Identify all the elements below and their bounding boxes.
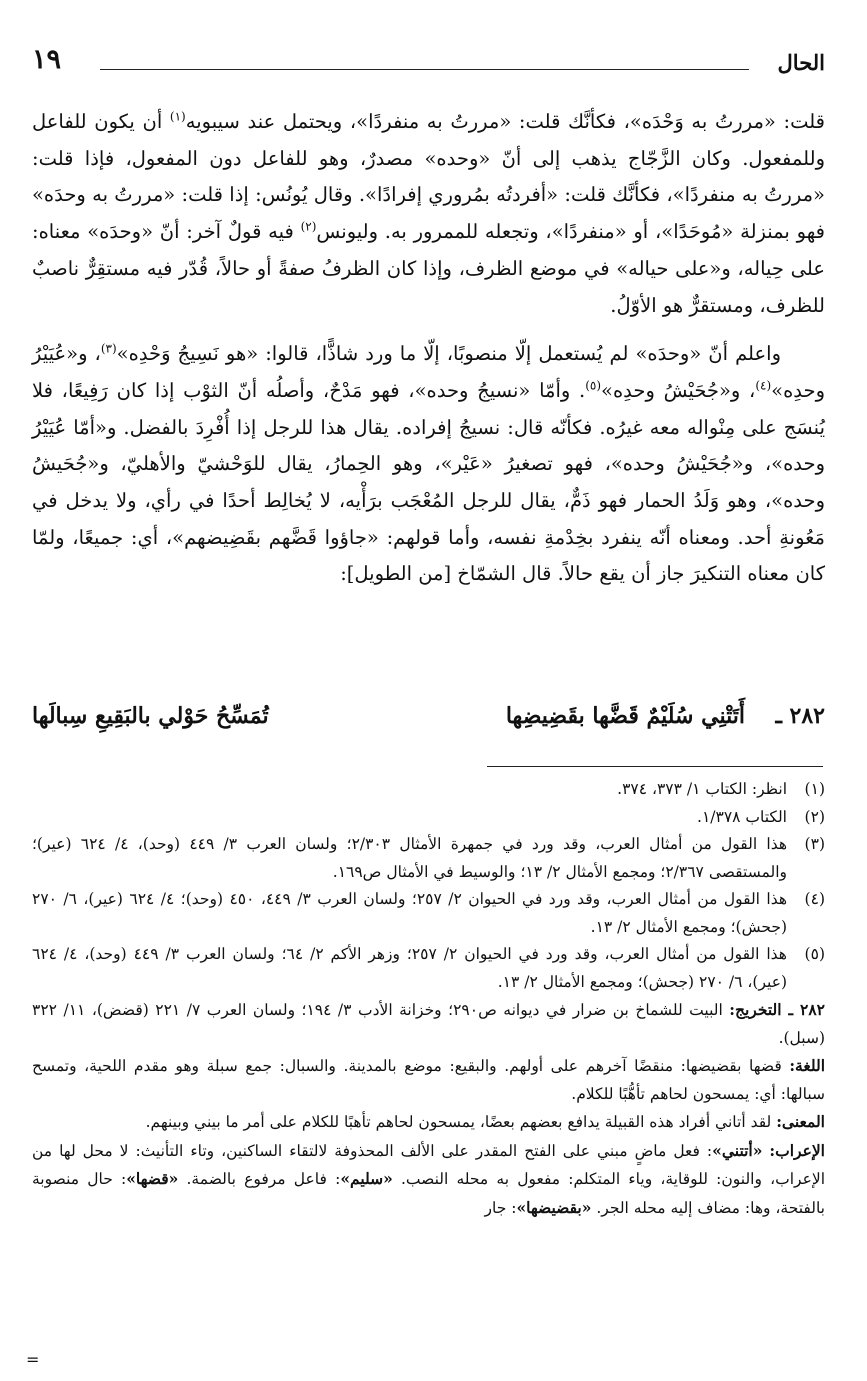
continuation-mark: = — [26, 1350, 40, 1369]
paragraph-2: واعلم أنّ «وحدَه» لم يُستعمل إلّا منصوبًا، إلّا ما ورد شاذًّا، قالوا: «هو نَسِيجُ وَحْدِه»$^{(٣)}$، و«عُيَيْرُ وحدِه»$^{(٤)}$، و«جُحَيْشُ وحدِه»$^{(٥)}$. وأمّا «نسيجُ وحده»، فهو مَدْحٌ، وأصلُه أنّ الثوْب إذا كان رَفِيعًا، فلا يُنسَج على مِنْواله معه غيرُه. فكأنّه قال: نسيجُ إفراده. يقال هذا للرجل إذا أُفْرِدَ بالفضل. و«أمّا عُيَيْرُ وحده»، و«جُحَيْشُ وحده»، فهو تصغيرُ «عَيْر»، وهو الحِمارُ، يقال للوَحْشيّ والأهليّ، و«جُحَيشُ وحده»، وهو وَلَدُ الحمار فهو ذَمٌّ، يقال للرجل المُعْجَب برَأْيه، لا يُخالِط أحدًا في رأي، ولا يدخل في مَعُونةِ أحد. ومعناه أنّه ينفرد بخِدْمةِ نفسه، وأما قولهم: «جاؤوا قَضَّهم بقَضِيضهم»، أي: جميعًا، ولمّا كان معناه التنكيرَ جاز أن يقع حالاً. قال الشمّاخ [من الطويل]: — [32, 341, 825, 586]
page-number: ١٩ — [32, 44, 62, 75]
poem-verse — [32, 699, 825, 743]
footnote-separator — [487, 766, 823, 767]
footnote: (١) انظر: الكتاب ١/ ٣٧٣، ٣٧٤. — [617, 780, 825, 798]
verse-number: ٢٨٢ ـ — [775, 703, 825, 729]
page-header — [32, 44, 825, 84]
main-text — [32, 104, 825, 605]
paragraph-1: قلت: «مررتُ به وَحْدَه»، فكأنَّك قلت: «مررتُ به منفردًا»، ويحتمل عند سيبويه$^{(١)}$ أن يكون للفاعل وللمفعول. وكان الزَّجّاج يذهب إلى أنّ «وحده» مصدرٌ، وهو للفاعل دون المفعول، فإذا قلت: «مررتُ به منفردًا»، فكأنَّك قلت: «أفردتُه بمُروري إفرادًا». وقال يُونُس: إذا قلت: «مررتُ به وحدَه» فهو بمنزلة «مُوحَدًا»، أو «منفردًا»، وتجعله للممرور به. وليونس$^{(٢)}$ فيه قولٌ آخر: أنّ «وحدَه» معناه: على حِياله، و«على حياله» في موضع الظرف، وإذا كان الظرفُ صفةً أو حالاً، قُدّر فيه مستقِرٌّ ناصبٌ للظرف، ومستقرٌّ هو الأوّلُ. — [32, 109, 826, 317]
footnote-ref: (٥) — [585, 378, 602, 393]
lugha-note: اللغة: قضها بقضيضها: منقضًا آخرهم على أولهم. والبقيع: موضع بالمدينة. والسبال: جمع سبلة وهو مقدم اللحية، وتمسح سبالها: أي: يمسحون لحاهم تأهُّبًا للكلام. — [32, 1056, 825, 1103]
header-rule — [100, 69, 749, 70]
footnote-ref: (٣) — [100, 341, 117, 356]
takhrij-note: ٢٨٢ ـ التخريج: البيت للشماخ بن ضرار في ديوانه ص٢٩٠؛ وخزانة الأدب ٣/ ١٩٤؛ ولسان العرب ٧/ ٢٢١ (قضض)، ١١/ ٣٢٢ (سبل). — [32, 1000, 826, 1047]
footnote-ref: (١) — [169, 109, 186, 124]
footnotes — [32, 776, 825, 1222]
footnote: (٣) هذا القول من أمثال العرب، وقد ورد في جمهرة الأمثال ٢/٣٠٣؛ ولسان العرب ٣/ ٤٤٩ (وحد)، ٤/ ٦٢٤ (عير)؛ والمستقصى ٢/٣٦٧؛ ومجمع الأمثال ٢/ ١٣؛ والوسيط في الأمثال ص١٦٩. — [32, 835, 825, 881]
second-hemistich: تُمَسِّحُ حَوْلي بالبَقِيعِ سِبالَها — [32, 703, 269, 729]
footnote-ref: (٢) — [300, 219, 317, 234]
mana-note: المعنى: لقد أتاني أفراد هذه القبيلة يدافع بعضهم بعضًا، يمسحون لحاهم تأهبًا للكلام على أمر ما بيني وبينهم. — [145, 1112, 825, 1131]
footnote: (٢) الكتاب ١/٣٧٨. — [697, 807, 825, 826]
footnote: (٥) هذا القول من أمثال العرب، وقد ورد في الحيوان ٢/ ٢٥٧؛ وزهر الأكم ٢/ ٦٤؛ ولسان العرب ٣/ ٤٤٩ (وحد)، ٤/ ٦٢٤ (عير)، ٦/ ٢٧٠ (جحش)؛ ومجمع الأمثال ٢/ ١٣. — [32, 945, 825, 991]
running-title: الحال — [777, 50, 825, 75]
footnote: (٤) هذا القول من أمثال العرب، وقد ورد في الحيوان ٢/ ٢٥٧؛ ولسان العرب ٣/ ٤٤٩، ٤٥٠ (وحد)؛ ٤/ ٦٢٤ (عير)، ٦/ ٢٧٠ (جحش)؛ ومجمع الأمثال ٢/ ١٣. — [32, 890, 825, 936]
irab-note: الإعراب: «أتتني»: فعل ماضٍ مبني على الفتح المقدر على الألف المحذوفة لالتقاء الساكنين، وتاء التأنيث: لا محل لها من الإعراب، والنون: للوقاية، وياء المتكلم: مفعول به محله النصب. «سليم»: فاعل مرفوع بالضمة. «قضها»: حال منصوبة بالفتحة، وها: مضاف إليه محله الجر. «بقضيضها»: جار — [32, 1140, 825, 1217]
first-hemistich: أَتَتْنِي سُلَيْمٌ قَضَّها بقَضِيضِها — [505, 703, 745, 729]
footnote-ref: (٤) — [755, 378, 772, 393]
